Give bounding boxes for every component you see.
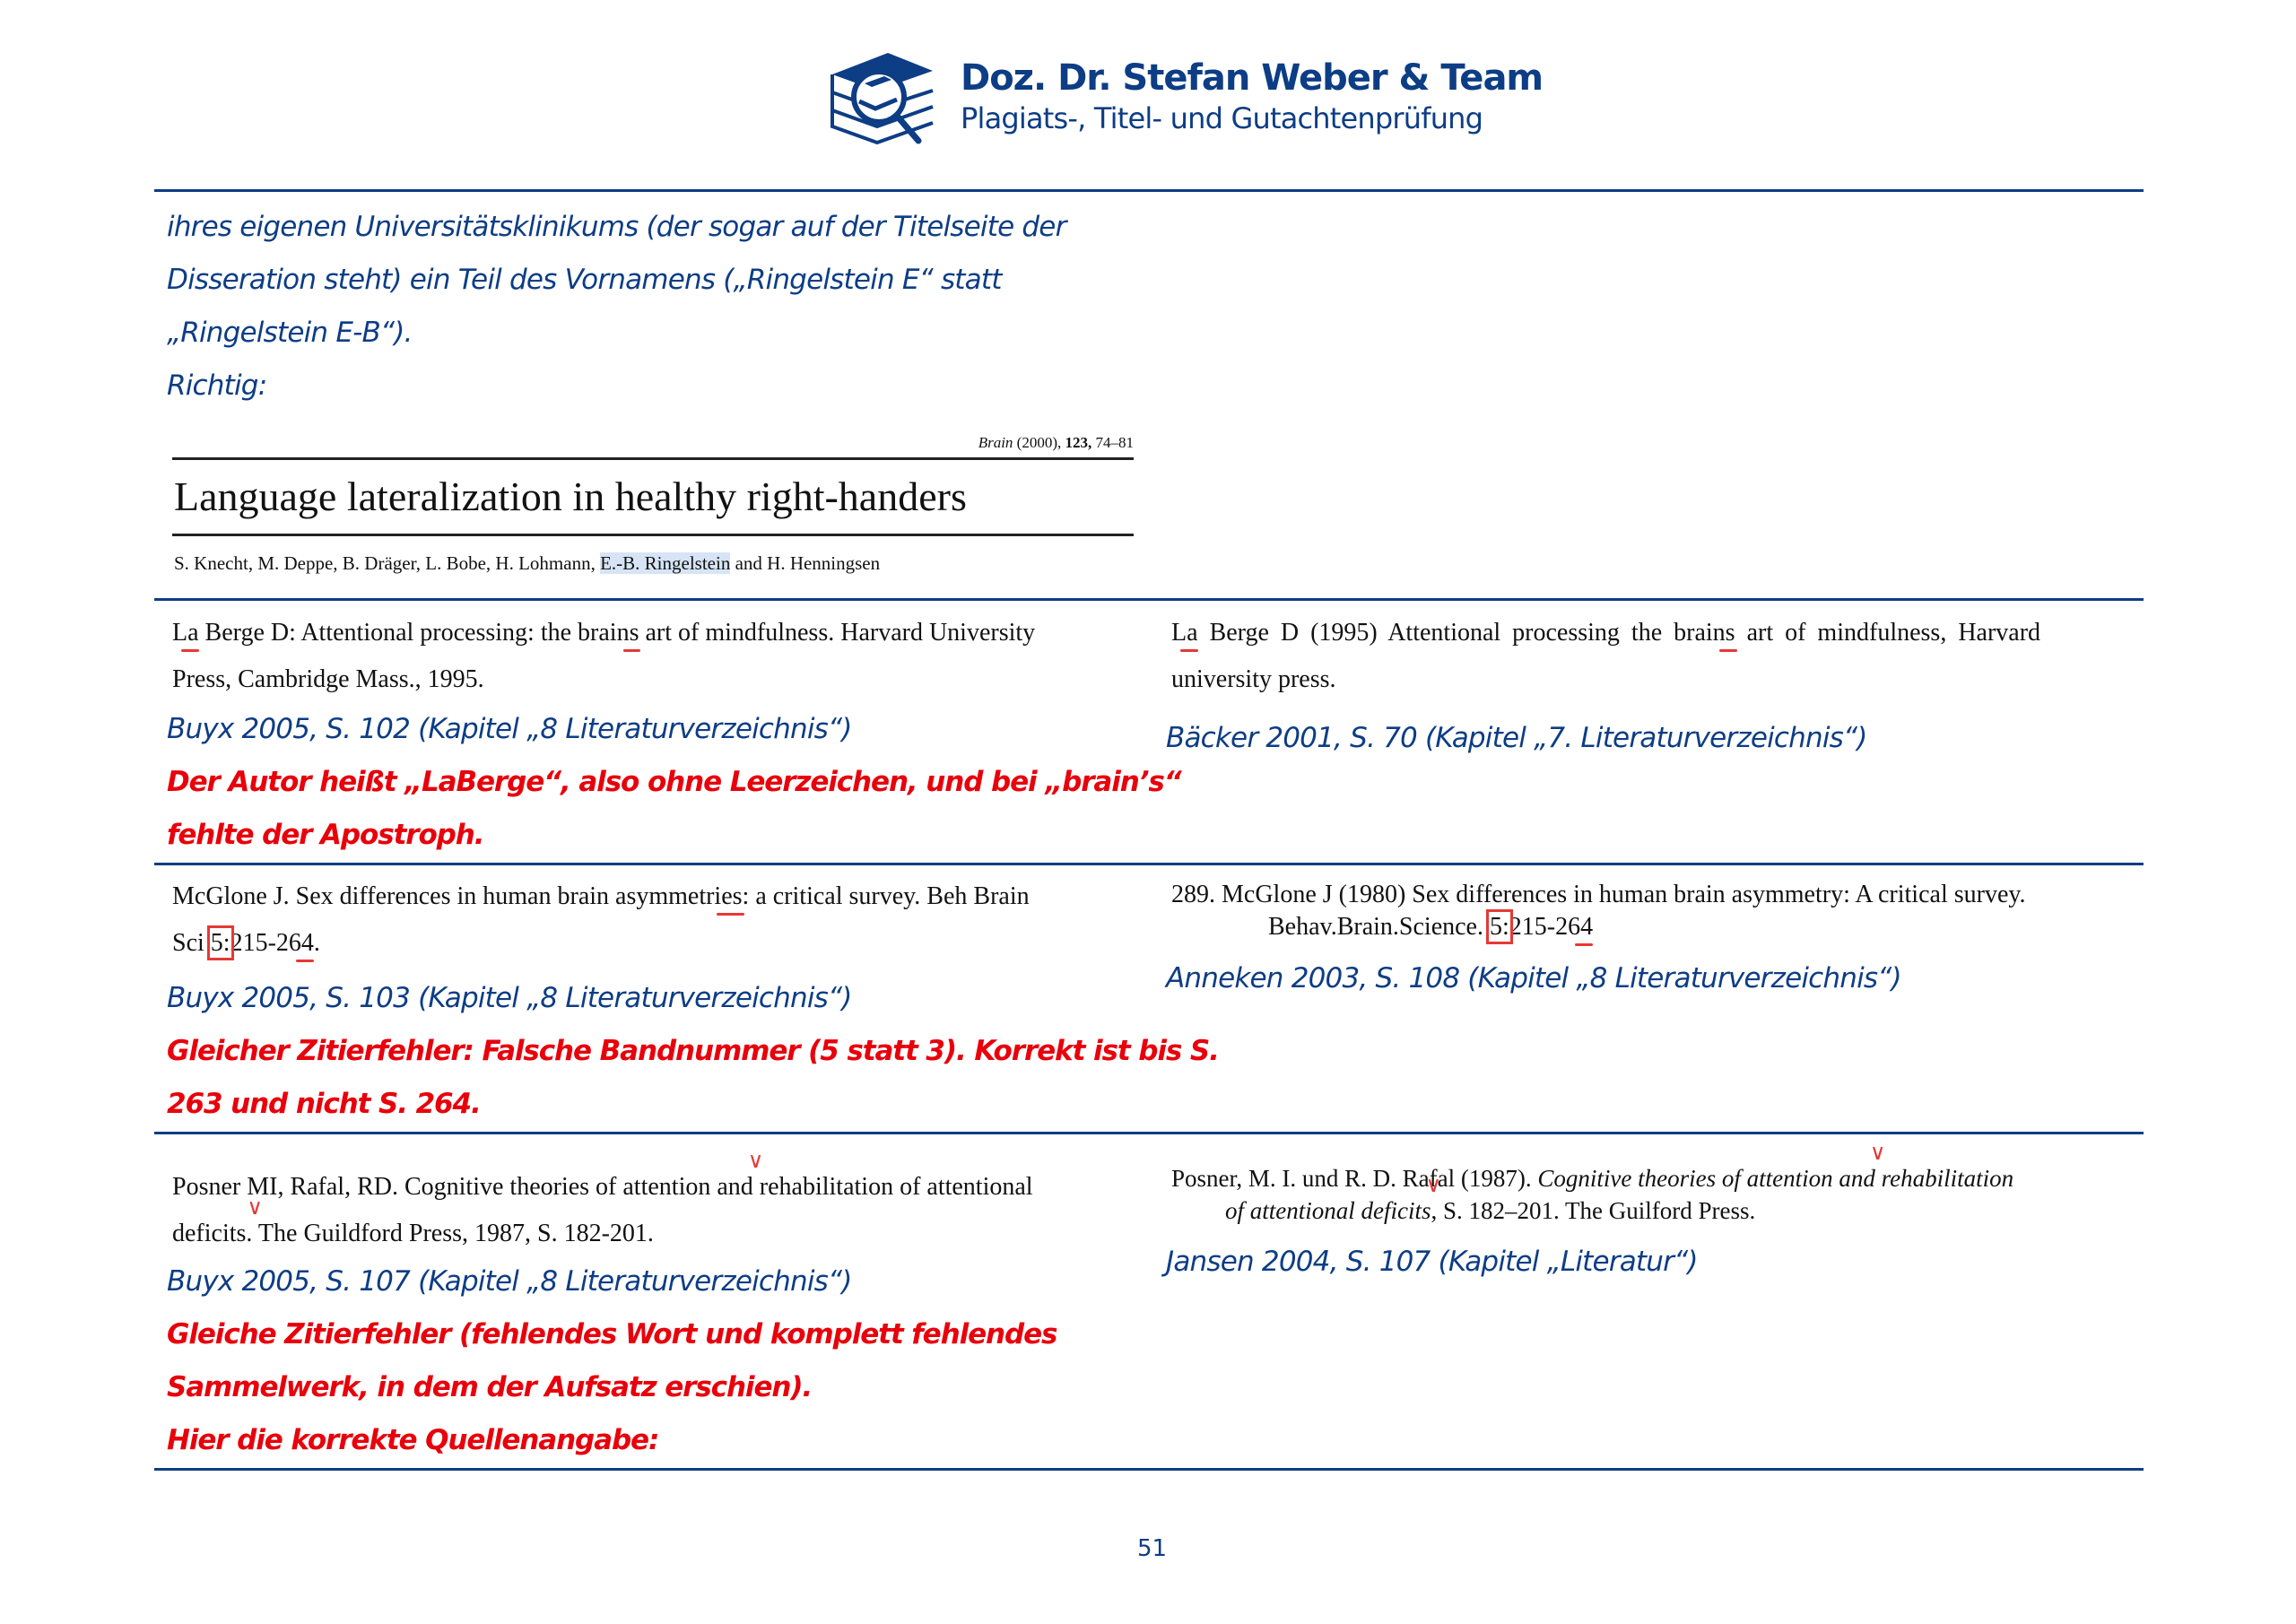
intro-text [167,201,1066,413]
volume-error-box: 5: [1489,913,1509,941]
comment-line: Gleiche Zitierfehler (fehlendes Wort und komplett fehlendes [167,1318,1057,1350]
citation-text: . [313,929,320,957]
error-mark: La [172,619,199,647]
authors-text: S. Knecht, M. Deppe, B. Dräger, L. Bobe, H. Lohmann, [174,552,601,574]
divider-row-2 [154,863,2144,865]
citation-left-2 [172,873,1030,967]
citation-text: The Guildford Press, 1987, S. 182-201. [252,1220,654,1247]
source-label-right-3: Jansen 2004, S. 107 (Kapitel „Literatur“) [1166,1246,1698,1278]
citation-text: Posner, M. I. und R. D. Rafal (1987). [1171,1165,1538,1192]
books-magnifier-icon [825,48,937,146]
error-mark: 4 [300,929,314,957]
citation-text: 215-26 [1509,913,1581,941]
journal-year: (2000), [1016,434,1062,451]
journal-name: Brain [978,434,1013,451]
journal-volume: 123, [1065,434,1092,451]
citation-text: university press. [1171,665,1336,693]
paper-authors [172,536,1134,590]
citation-text: deficits. [172,1220,253,1247]
source-label-left-1: Buyx 2005, S. 102 (Kapitel „8 Literaturverzeichnis“) [167,713,852,745]
intro-line: „Ringelstein E-B“). [167,317,413,349]
error-mark: ries [706,882,743,910]
journal-pages: 74–81 [1095,434,1134,451]
citation-text: art of mindfulness, Harvard [1735,619,2041,647]
citation-text: Posner MI, Rafal, RD. Cognitive theories of attention and [172,1173,753,1201]
comment-line: Gleicher Zitierfehler: Falsche Bandnummer (5 statt 3). Korrekt ist bis S. [167,1035,1219,1067]
brand-subtitle: Plagiats-, Titel- und Gutachtenprüfung [961,101,1483,135]
error-mark: La [1171,619,1198,647]
error-comment-3 [167,1308,1057,1467]
citation-text: : a critical survey. Beh Brain [742,882,1030,910]
citation-right-2 [1171,879,2026,943]
intro-line: ihres eigenen Universitätsklinikums (der sogar auf der Titelseite der [167,211,1066,243]
citation-text: 289. McGlone J (1980) Sex differences in human brain asymmetry: A critical survey. [1171,881,2026,908]
page-number: 51 [1137,1535,1168,1562]
paper-meta [172,429,1134,457]
error-comment-1 [167,756,1181,862]
divider-top [154,189,2144,192]
citation-text: Behav.Brain.Science. [1268,913,1490,941]
error-mark: 4 [1580,913,1594,941]
citation-left-1 [172,610,1035,703]
citation-text: McGlone J. Sex differences in human brain asymmet [172,882,707,910]
comment-line: Sammelwerk, in dem der Aufsatz erschien). [167,1371,813,1403]
highlighted-author: E.-B. Ringelstein [600,552,731,574]
citation-text: , S. 182–201. The Guilford Press. [1431,1197,1756,1224]
citation-right-3 [1171,1162,2013,1227]
citation-text: Press, Cambridge Mass., 1995. [172,665,484,693]
divider-row-3 [154,1132,2144,1134]
citation-text: Berge D: Attentional processing: the brai [198,619,617,647]
brand-title: Doz. Dr. Stefan Weber & Team [961,57,1544,99]
comment-line: Hier die korrekte Quellenangabe: [167,1424,659,1456]
source-label-right-2: Anneken 2003, S. 108 (Kapitel „8 Literaturverzeichnis“) [1166,962,1901,994]
source-label-left-3: Buyx 2005, S. 107 (Kapitel „8 Literaturverzeichnis“) [167,1265,852,1298]
citation-text: Sci [172,929,211,957]
citation-text: art of mindfulness. Harvard University [639,619,1036,647]
comment-line: Der Autor heißt „LaBerge“, also ohne Leerzeichen, und bei „brain’s“ [167,766,1181,798]
divider-row-1 [154,598,2144,601]
citation-left-3 [172,1164,1033,1257]
citation-title: of attentional deficits [1225,1197,1431,1224]
page-header [825,43,1543,151]
source-label-right-1: Bäcker 2001, S. 70 (Kapitel „7. Literaturverzeichnis“) [1166,722,1867,754]
error-mark: ns [616,619,639,647]
comment-line: fehlte der Apostroph. [167,819,484,851]
authors-text: and H. Henningsen [730,552,881,574]
divider-bottom [154,1468,2144,1471]
citation-right-1 [1171,610,2040,703]
volume-error-box: 5: [210,929,230,957]
citation-text: 215-26 [230,929,301,957]
citation-text: rehabilitation of attentional [752,1173,1033,1201]
citation-title: rehabilitation [1874,1165,2014,1192]
intro-line: Disseration steht) ein Teil des Vornamens („Ringelstein E“ statt [167,264,1002,296]
source-label-left-2: Buyx 2005, S. 103 (Kapitel „8 Literaturverzeichnis“) [167,982,852,1014]
citation-text: Berge D (1995) Attentional processing the brai [1197,619,1713,647]
comment-line: 263 und nicht S. 264. [167,1088,481,1120]
intro-label-richtig: Richtig: [167,369,267,402]
paper-title: Language lateralization in healthy right-handers [174,473,967,519]
error-mark: ns [1712,619,1735,647]
paper-snippet [172,429,1134,590]
citation-title: Cognitive theories of attention and [1537,1165,1875,1192]
error-comment-2 [167,1025,1219,1131]
